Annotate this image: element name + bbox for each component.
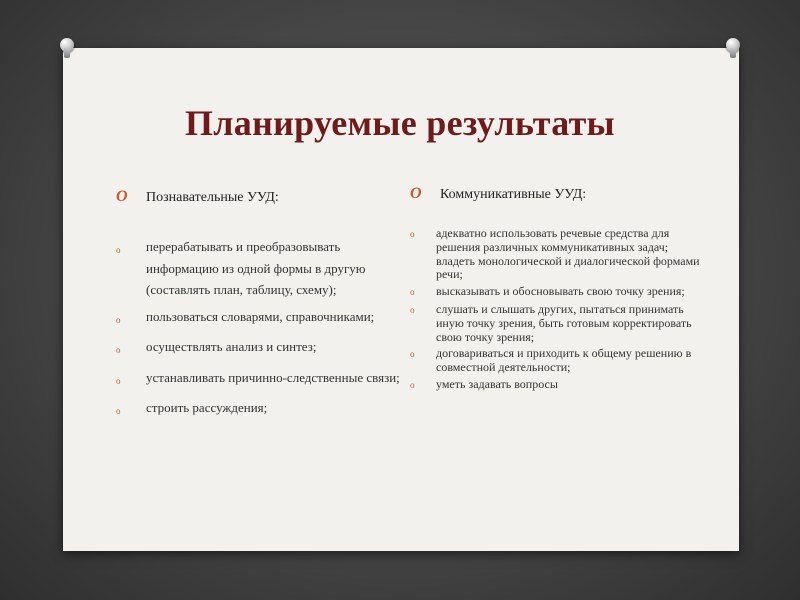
list-item: [116, 306, 406, 332]
list-item-text: пользоваться словарями, справочниками;: [146, 308, 375, 324]
bullet-icon: o: [116, 406, 121, 416]
heading-marker-icon: O: [410, 185, 422, 202]
list-item: [410, 347, 700, 375]
cognitive-column: [116, 188, 406, 428]
column-heading-row: [410, 185, 700, 203]
list-item: [410, 227, 700, 282]
list-item-text: слушать и слышать других, пытаться принимать иную точку зрения, быть готовым корректировать свою точку зрения;: [436, 301, 692, 344]
bullet-icon: o: [116, 345, 121, 355]
bullet-icon: o: [116, 245, 121, 255]
list-item-text: осуществлять анализ и синтез;: [146, 339, 317, 354]
bullet-icon: o: [410, 304, 415, 315]
bullet-icon: o: [410, 379, 415, 390]
list-item-text: договариваться и приходить к общему решению в совместной деятельности;: [436, 346, 692, 375]
pushpin-right-icon: [726, 38, 740, 58]
bullet-icon: o: [410, 349, 415, 360]
communicative-list: [410, 227, 700, 393]
list-item-text: высказывать и обосновывать свою точку зрения;: [436, 284, 685, 299]
list-item: [410, 285, 700, 300]
list-item-text: строить рассуждения;: [146, 400, 268, 415]
list-item: [116, 236, 406, 301]
list-item: [116, 367, 406, 393]
bullet-icon: o: [116, 314, 121, 325]
slide-title: Планируемые результаты: [185, 103, 615, 143]
list-item: [116, 397, 406, 423]
list-item: [116, 336, 406, 362]
bullet-icon: o: [410, 287, 415, 298]
bullet-icon: o: [116, 375, 121, 386]
list-item: [410, 378, 700, 393]
list-item-text: адекватно использовать речевые средства для решения различных коммуникативных задач; владеть монологической и диалогической формами речи;: [436, 226, 700, 282]
list-item-text: перерабатывать и преобразовывать информацию из одной формы в другую (составлять план, таблицу, схему);: [146, 239, 366, 297]
list-item: [410, 303, 700, 344]
communicative-column: [410, 185, 700, 396]
column-heading-row: [116, 188, 406, 206]
column-heading: Коммуникативные УУД:: [440, 187, 587, 202]
bullet-icon: o: [410, 229, 415, 239]
heading-marker-icon: O: [116, 188, 128, 205]
pushpin-left-icon: [60, 38, 74, 58]
cognitive-list: [116, 236, 406, 423]
list-item-text: уметь задавать вопросы: [436, 376, 558, 391]
column-heading: Познавательные УУД:: [146, 190, 279, 205]
list-item-text: устанавливать причинно-следственные связи;: [146, 369, 400, 385]
